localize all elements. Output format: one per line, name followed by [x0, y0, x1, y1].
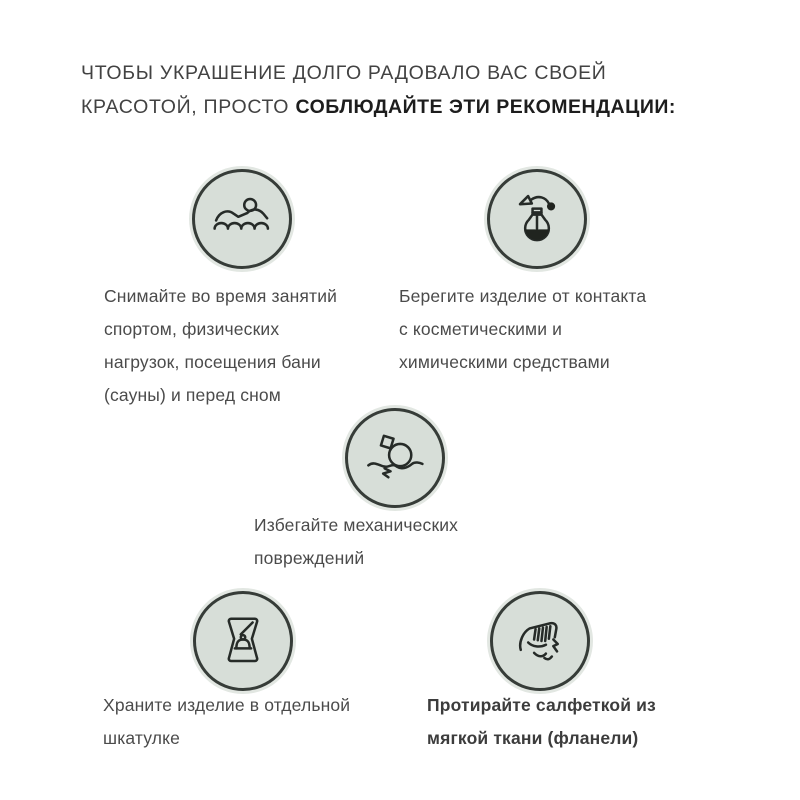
perfume-icon-circle: [487, 169, 587, 269]
recommendation-store-separately: [103, 689, 350, 755]
recommendation-remove-during-activity: [104, 280, 337, 412]
ring-damage-icon: [358, 421, 432, 495]
recommendation-avoid-chemicals: [399, 280, 646, 379]
caption-line: (сауны) и перед сном: [104, 385, 281, 405]
caption-line: Храните изделие в отдельной: [103, 695, 351, 715]
ring-damage-icon-circle: [345, 408, 445, 508]
caption-line: Избегайте механических: [254, 515, 459, 535]
swimmer-icon-circle: [192, 169, 292, 269]
ring-box-icon-circle: [193, 591, 293, 691]
swimmer-icon: [205, 182, 279, 256]
ring-box-icon: [206, 604, 280, 678]
page-title-line2-regular: КРАСОТОЙ, ПРОСТО: [81, 96, 290, 118]
caption-line: спортом, физических: [104, 319, 280, 339]
caption-line: мягкой ткани (фланели): [427, 728, 639, 748]
perfume-atomizer-icon: [500, 182, 574, 256]
polishing-hand-icon-circle: [490, 591, 590, 691]
page-title: [81, 56, 676, 124]
page-title-line2-bold: СОБЛЮДАЙТЕ ЭТИ РЕКОМЕНДАЦИИ:: [295, 96, 676, 118]
caption-line: с косметическими и: [399, 319, 563, 339]
caption-line: повреждений: [254, 548, 365, 568]
page-title-line1: ЧТОБЫ УКРАШЕНИЕ ДОЛГО РАДОВАЛО ВАС СВОЕЙ: [81, 62, 607, 84]
caption-line: Берегите изделие от контакта: [399, 286, 647, 306]
caption-line: Снимайте во время занятий: [104, 286, 338, 306]
recommendation-wipe-with-cloth: [427, 689, 656, 755]
caption-line: Протирайте салфеткой из: [427, 695, 656, 715]
caption-line: нагрузок, посещения бани: [104, 352, 321, 372]
recommendation-avoid-mechanical-damage: [254, 509, 458, 575]
caption-line: шкатулке: [103, 728, 181, 748]
polishing-hand-icon: [503, 604, 577, 678]
page-title-line2: [81, 90, 676, 124]
caption-line: химическими средствами: [399, 352, 610, 372]
